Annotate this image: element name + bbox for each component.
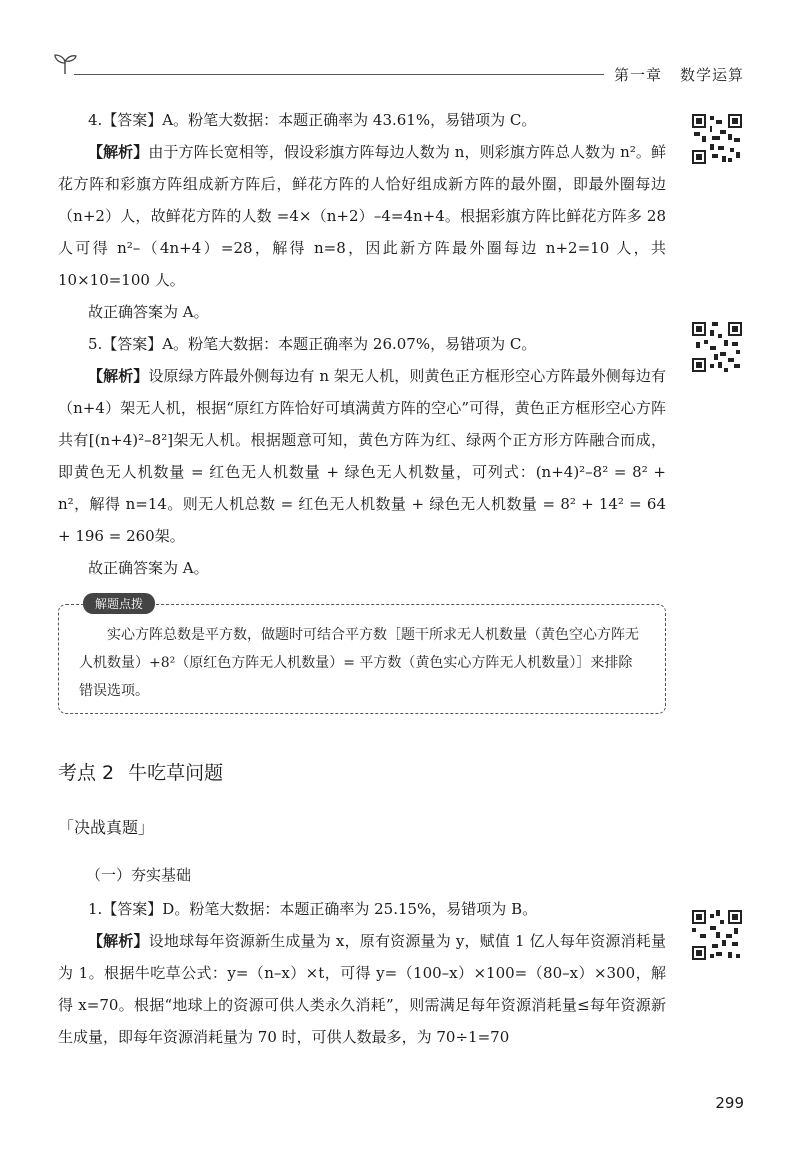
chapter-title: 数学运算 (679, 66, 744, 84)
q5-conclusion-text: 故正确答案为 A。 (88, 559, 209, 577)
subsection-title: 「决战真题」 (58, 818, 155, 837)
tip-tag: 解题点拨 (83, 593, 155, 614)
q4-analysis-text: 由于方阵长宽相等，假设彩旗方阵每边人数为 n，则彩旗方阵总人数为 n²。鲜花方阵和彩旗方阵组成新方阵后，鲜花方阵的人恰好组成新方阵的最外圈，即最外圈每边（n+2）人，故鲜花方阵的人数 =4×（n+2）–4=4n+4。根据彩旗方阵比鲜花方阵多 28 人可得 n²–（4n+4）=28，解得 n=8，因此新方阵最外圈每边 n+2=10 人，共 10×10=100 人。 (58, 143, 666, 289)
q1-answer (58, 893, 666, 925)
section-label: 考点 2 (58, 762, 115, 784)
q1-analysis-label: 【解析】 (88, 932, 149, 950)
sprout-logo-icon (52, 50, 78, 76)
q5-analysis (58, 360, 666, 552)
q4-conclusion (58, 296, 666, 328)
q5-answer (58, 328, 666, 360)
qr-code-icon[interactable] (692, 910, 742, 960)
q4-analysis (58, 136, 666, 296)
q1-analysis-text: 设地球每年资源新生成量为 x，原有资源量为 y，赋值 1 亿人每年资源消耗量为 1。根据牛吃草公式：y=（n–x）×t，可得 y=（100–x）×100=（80–x）×300，解得 x=70。根据“地球上的资源可供人类永久消耗”，则需满足每年资源消耗量≤每年资源新生成量，即每年资源消耗量为 70 时，可供人数最多，为 70÷1=70 (58, 932, 666, 1046)
qr-code-icon[interactable] (692, 322, 742, 372)
q1-answer-text: 1.【答案】D。粉笔大数据：本题正确率为 25.15%，易错项为 B。 (88, 900, 538, 918)
section-name: 牛吃草问题 (128, 762, 224, 784)
section-title (58, 758, 666, 785)
q4-answer (58, 104, 666, 136)
q4-analysis-label: 【解析】 (88, 143, 149, 161)
tip-box (58, 597, 666, 714)
q4-answer-text: 4.【答案】A。粉笔大数据：本题正确率为 43.61%，易错项为 C。 (88, 111, 537, 129)
q5-analysis-label: 【解析】 (88, 367, 149, 385)
q5-answer-text: 5.【答案】A。粉笔大数据：本题正确率为 26.07%，易错项为 C。 (88, 335, 537, 353)
header-rule (74, 74, 604, 75)
q1-analysis (58, 925, 666, 1053)
q4-conclusion-text: 故正确答案为 A。 (88, 303, 209, 321)
tip-text: 实心方阵总数是平方数，做题时可结合平方数［题干所求无人机数量（黄色空心方阵无人机数量）+8²（原红色方阵无人机数量）= 平方数（黄色实心方阵无人机数量）］来排除错误选项。 (79, 627, 639, 699)
chapter-header (614, 64, 744, 85)
chapter-number: 第一章 (613, 66, 662, 84)
level-title: （一）夯实基础 (86, 866, 192, 884)
q5-conclusion (58, 552, 666, 584)
page-content (58, 104, 666, 1053)
page-number: 299 (715, 1094, 744, 1112)
qr-code-icon[interactable] (692, 114, 742, 164)
q5-analysis-text: 设原绿方阵最外侧每边有 n 架无人机，则黄色正方框形空心方阵最外侧每边有（n+4）架无人机，根据“原红方阵恰好可填满黄方阵的空心”可得，黄色正方框形空心方阵共有[(n+4)²–8²]架无人机。根据题意可知，黄色方阵为红、绿两个正方形方阵融合而成，即黄色无人机数量 = 红色无人机数量 + 绿色无人机数量，可列式：(n+4)²–8² = 8² + n²，解得 n=14。则无人机总数 = 红色无人机数量 + 绿色无人机数量 = 8² + 14² = 64 + 196 = 260架。 (58, 367, 666, 545)
